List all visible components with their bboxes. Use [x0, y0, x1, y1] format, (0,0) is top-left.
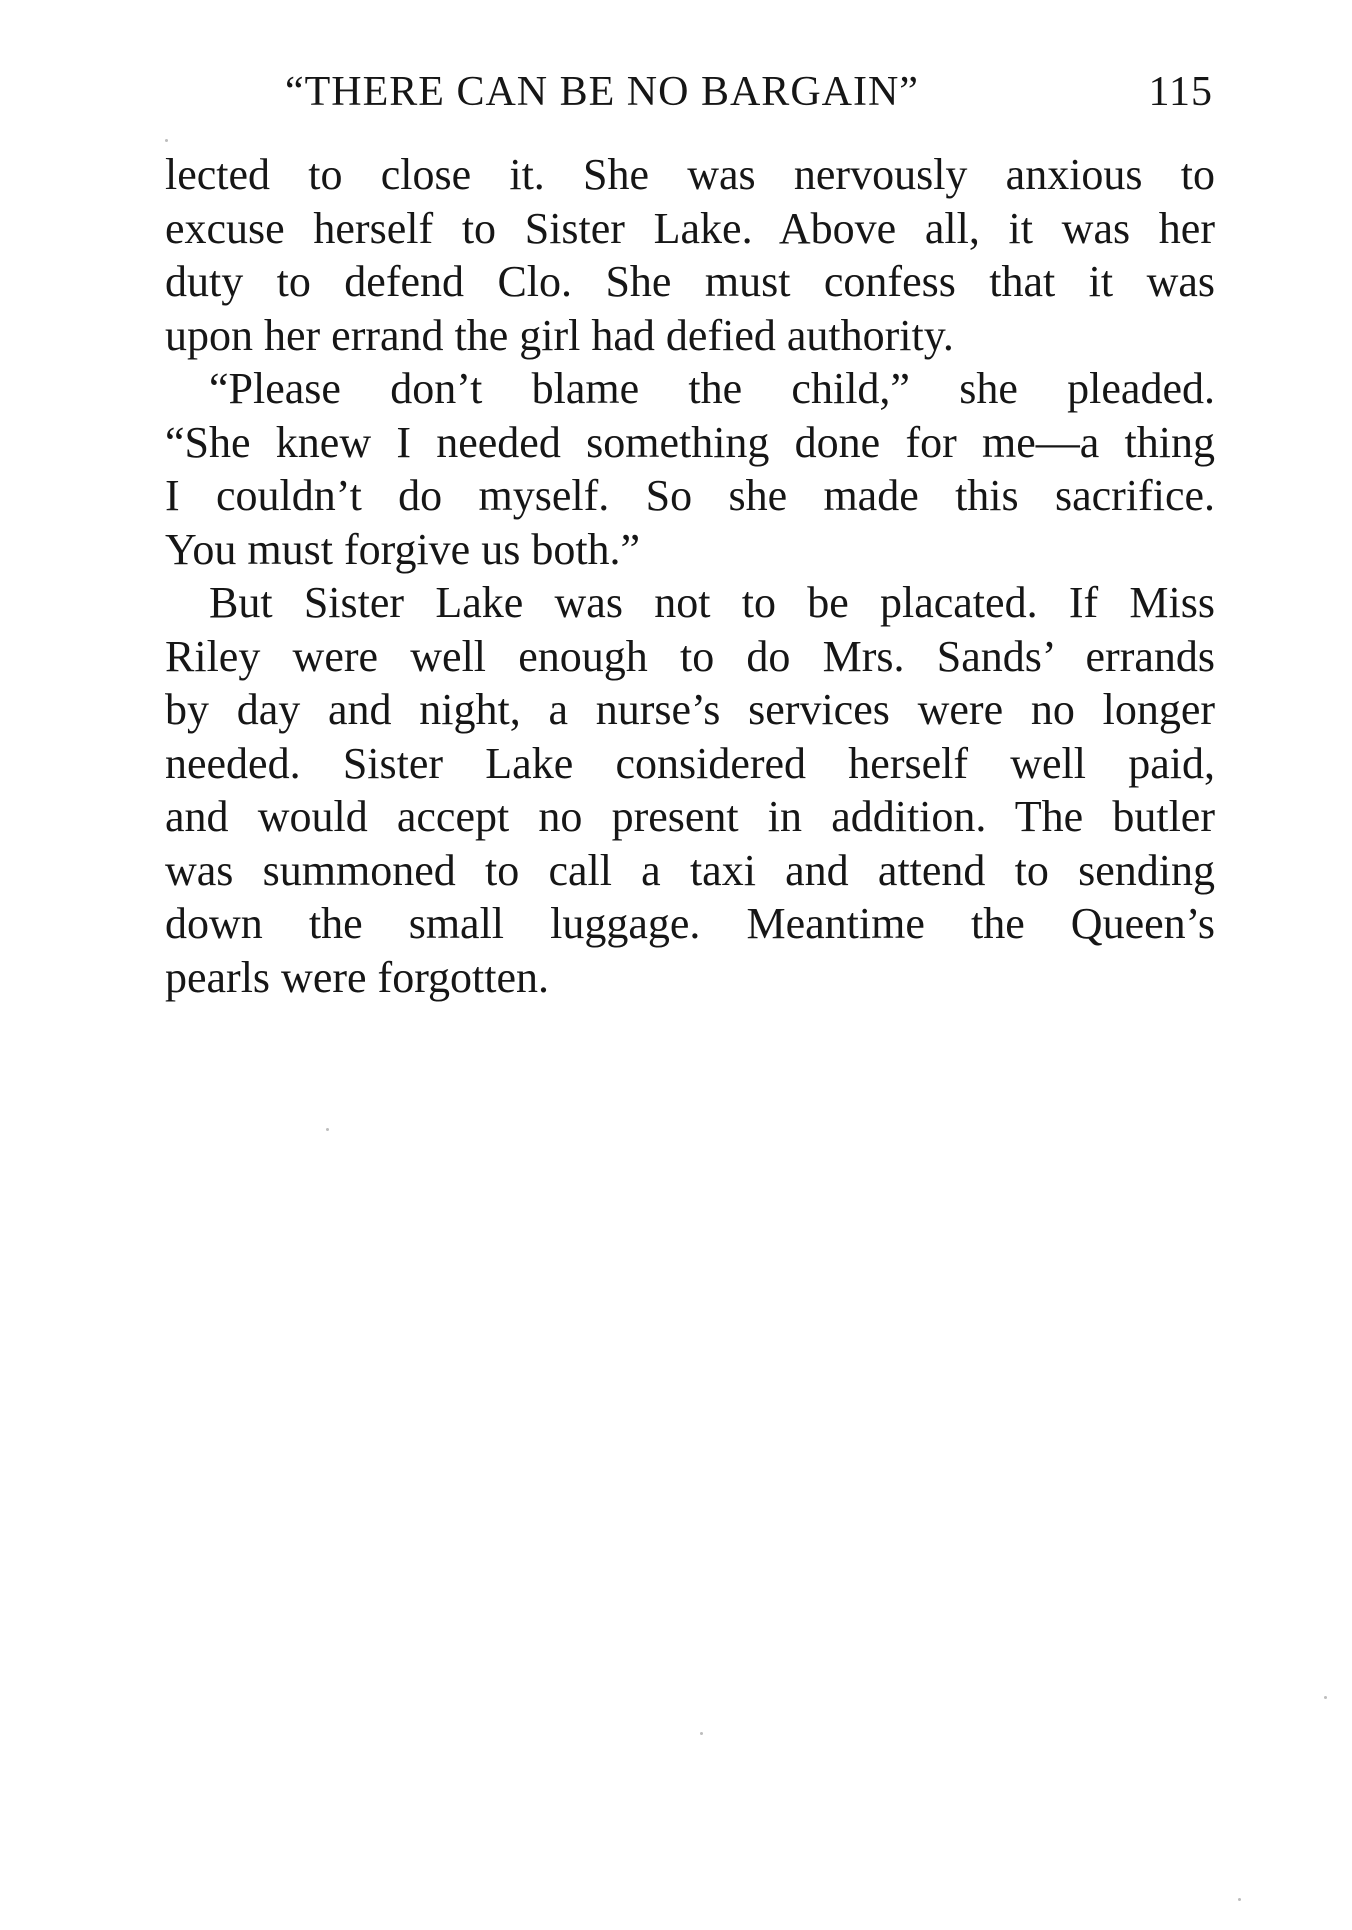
text-line: duty to defend Clo. She must confess that it was: [165, 257, 1215, 306]
page-header: [165, 68, 1215, 128]
text-line: But Sister Lake was not to be placated. If Miss: [209, 578, 1215, 627]
paper-speck: [165, 139, 168, 142]
text-line: lected to close it. She was nervously anxious to: [165, 150, 1215, 199]
text-line: down the small luggage. Meantime the Queen’s: [165, 899, 1215, 948]
paper-speck: [700, 1732, 703, 1735]
text-line: You must forgive us both.”: [165, 524, 641, 574]
text-line: by day and night, a nurse’s services were no longer: [165, 685, 1215, 734]
text-line: “Please don’t blame the child,” she pleaded.: [209, 364, 1215, 413]
paper-speck: [1324, 1696, 1327, 1699]
running-title: “THERE CAN BE NO BARGAIN”: [285, 69, 919, 115]
paper-speck: [1238, 1898, 1241, 1901]
text-line: “She knew I needed something done for me—a thing: [165, 417, 1215, 467]
text-line: pearls were forgotten.: [165, 952, 550, 1002]
text-line: was summoned to call a taxi and attend to sending: [165, 845, 1215, 895]
text-line: upon her errand the girl had defied authority.: [165, 310, 954, 360]
text-line: needed. Sister Lake considered herself well paid,: [165, 738, 1215, 788]
paper-speck: [326, 1128, 329, 1131]
page-number: 115: [1148, 69, 1213, 115]
text-line: excuse herself to Sister Lake. Above all, it was her: [165, 203, 1215, 253]
text-line: and would accept no present in addition. The butler: [165, 792, 1215, 841]
body-text: [165, 148, 1215, 1004]
text-line: Riley were well enough to do Mrs. Sands’ errands: [165, 631, 1215, 681]
text-line: I couldn’t do myself. So she made this sacrifice.: [165, 471, 1215, 520]
